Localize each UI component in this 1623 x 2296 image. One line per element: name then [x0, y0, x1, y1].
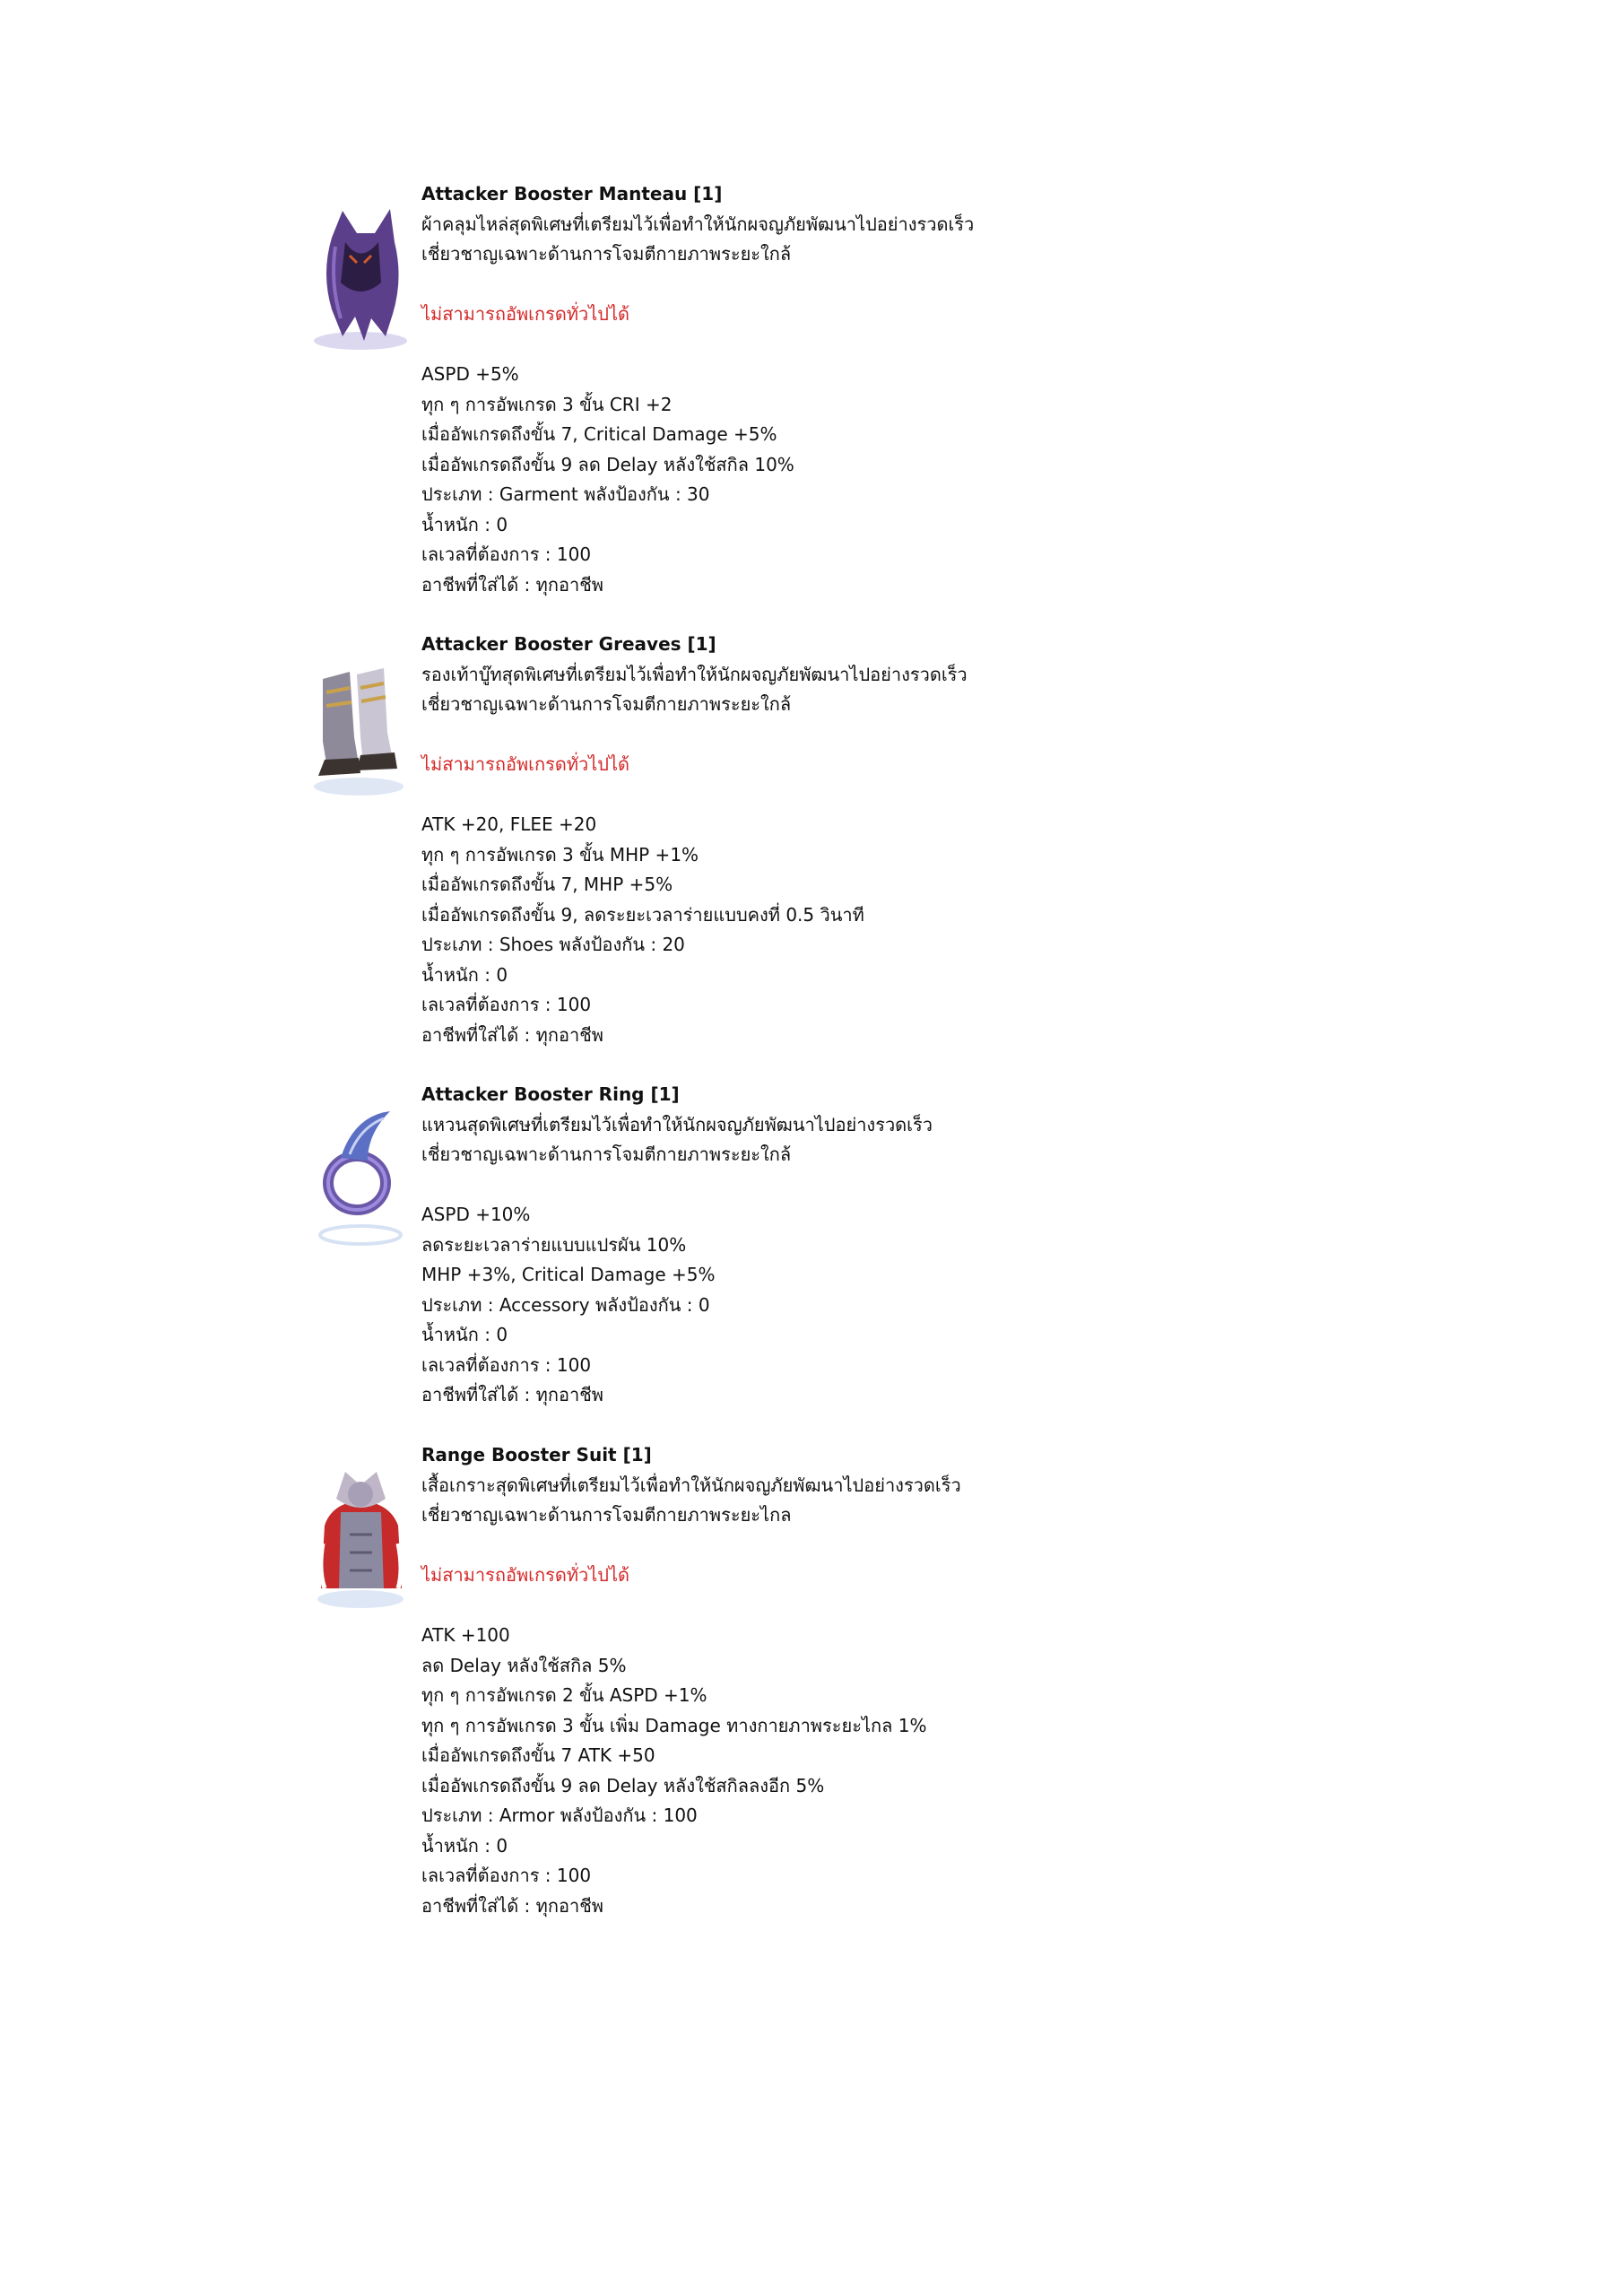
upgrade-warning: ไม่สามารถอัพเกรดทั่วไปได้: [421, 303, 630, 325]
item-stat: MHP +3%, Critical Damage +5%: [421, 1264, 716, 1285]
item-stat: น้ำหนัก : 0: [421, 1324, 508, 1345]
item-description: รองเท้าบู๊ทสุดพิเศษที่เตรียมไว้เพื่อทำให้นักผจญภัยพัฒนาไปอย่างรวดเร็ว: [421, 663, 968, 685]
item-stat: อาชีพที่ใส่ได้ : ทุกอาชีพ: [421, 1894, 603, 1917]
item-stat: เมื่ออัพเกรดถึงขั้น 9, ลดระยะเวลาร่ายแบบคงที่ 0.5 วินาที: [421, 903, 864, 926]
item-stat: ลดระยะเวลาร่ายแบบแปรผัน 10%: [421, 1233, 687, 1256]
item-description: เชี่ยวชาญเฉพาะด้านการโจมตีกายภาพระยะใกล้: [421, 1144, 792, 1165]
item-description: เชี่ยวชาญเฉพาะด้านการโจมตีกายภาพระยะใกล้: [421, 243, 792, 265]
item-stat: เมื่ออัพเกรดถึงขั้น 7 ATK +50: [421, 1744, 655, 1766]
item-stat: ATK +20, FLEE +20: [421, 813, 597, 835]
item-title: Range Booster Suit [1]: [421, 1444, 652, 1465]
greaves-boots-icon: [305, 652, 421, 804]
item-stat: ประเภท : Shoes พลังป้องกัน : 20: [421, 934, 685, 955]
item-title: Attacker Booster Greaves [1]: [421, 633, 716, 655]
item-text: [421, 1080, 1372, 1411]
item-stat: ATK +100: [421, 1624, 510, 1646]
item-stat: ประเภท : Garment พลังป้องกัน : 30: [421, 483, 710, 505]
item-stat: เมื่ออัพเกรดถึงขั้น 9 ลด Delay หลังใช้สกิลลงอีก 5%: [421, 1774, 825, 1796]
item-text: [421, 179, 1372, 600]
purple-manteau-icon: [305, 202, 421, 354]
item-description: เสื้อเกราะสุดพิเศษที่เตรียมไว้เพื่อทำให้นักผจญภัยพัฒนาไปอย่างรวดเร็ว: [421, 1474, 961, 1496]
item-stat: ประเภท : Accessory พลังป้องกัน : 0: [421, 1293, 710, 1316]
item-description: ผ้าคลุมไหล่สุดพิเศษที่เตรียมไว้เพื่อทำให้นักผจญภัยพัฒนาไปอย่างรวดเร็ว: [421, 213, 975, 235]
item-stat: เลเวลที่ต้องการ : 100: [421, 994, 592, 1015]
item-description: แหวนสุดพิเศษที่เตรียมไว้เพื่อทำให้นักผจญภัยพัฒนาไปอย่างรวดเร็ว: [421, 1113, 933, 1135]
item-stat: อาชีพที่ใส่ได้ : ทุกอาชีพ: [421, 1384, 603, 1405]
item-stat: เมื่ออัพเกรดถึงขั้น 7, Critical Damage +5%: [421, 423, 777, 445]
item-stat: เมื่ออัพเกรดถึงขั้น 7, MHP +5%: [421, 874, 673, 895]
item-stat: เลเวลที่ต้องการ : 100: [421, 1353, 592, 1376]
item-stat: น้ำหนัก : 0: [421, 513, 508, 535]
item-stat: เลเวลที่ต้องการ : 100: [421, 544, 592, 565]
item-stat: ประเภท : Armor พลังป้องกัน : 100: [421, 1805, 698, 1826]
item-stat: เลเวลที่ต้องการ : 100: [421, 1865, 592, 1886]
item-stat: ทุก ๆ การอัพเกรด 3 ขั้น เพิ่ม Damage ทางกายภาพระยะไกล 1%: [421, 1714, 927, 1736]
upgrade-warning: ไม่สามารถอัพเกรดทั่วไปได้: [421, 1564, 630, 1586]
upgrade-warning: ไม่สามารถอัพเกรดทั่วไปได้: [421, 753, 630, 775]
item-stat: น้ำหนัก : 0: [421, 1834, 508, 1857]
item-stat: อาชีพที่ใส่ได้ : ทุกอาชีพ: [421, 573, 603, 596]
item-description: เชี่ยวชาญเฉพาะด้านการโจมตีกายภาพระยะใกล้: [421, 693, 792, 715]
item-stat: ASPD +5%: [421, 363, 519, 385]
item-stat: เมื่ออัพเกรดถึงขั้น 9 ลด Delay หลังใช้สกิล 10%: [421, 453, 794, 475]
item-stat: ลด Delay หลังใช้สกิล 5%: [421, 1654, 627, 1676]
ring-icon: [305, 1102, 421, 1255]
item-stat: ทุก ๆ การอัพเกรด 3 ขั้น CRI +2: [421, 393, 673, 415]
item-stat: อาชีพที่ใส่ได้ : ทุกอาชีพ: [421, 1023, 603, 1046]
item-stat: ทุก ๆ การอัพเกรด 3 ขั้น MHP +1%: [421, 843, 699, 865]
item-title: Attacker Booster Ring [1]: [421, 1083, 680, 1105]
item-stat: น้ำหนัก : 0: [421, 963, 508, 986]
item-text: [421, 630, 1372, 1050]
armor-suit-icon: [305, 1463, 421, 1615]
item-title: Attacker Booster Manteau [1]: [421, 183, 723, 204]
item-description: เชี่ยวชาญเฉพาะด้านการโจมตีกายภาพระยะไกล: [421, 1504, 792, 1526]
item-text: [421, 1440, 1372, 1921]
item-stat: ASPD +10%: [421, 1204, 531, 1225]
item-stat: ทุก ๆ การอัพเกรด 2 ขั้น ASPD +1%: [421, 1684, 707, 1706]
